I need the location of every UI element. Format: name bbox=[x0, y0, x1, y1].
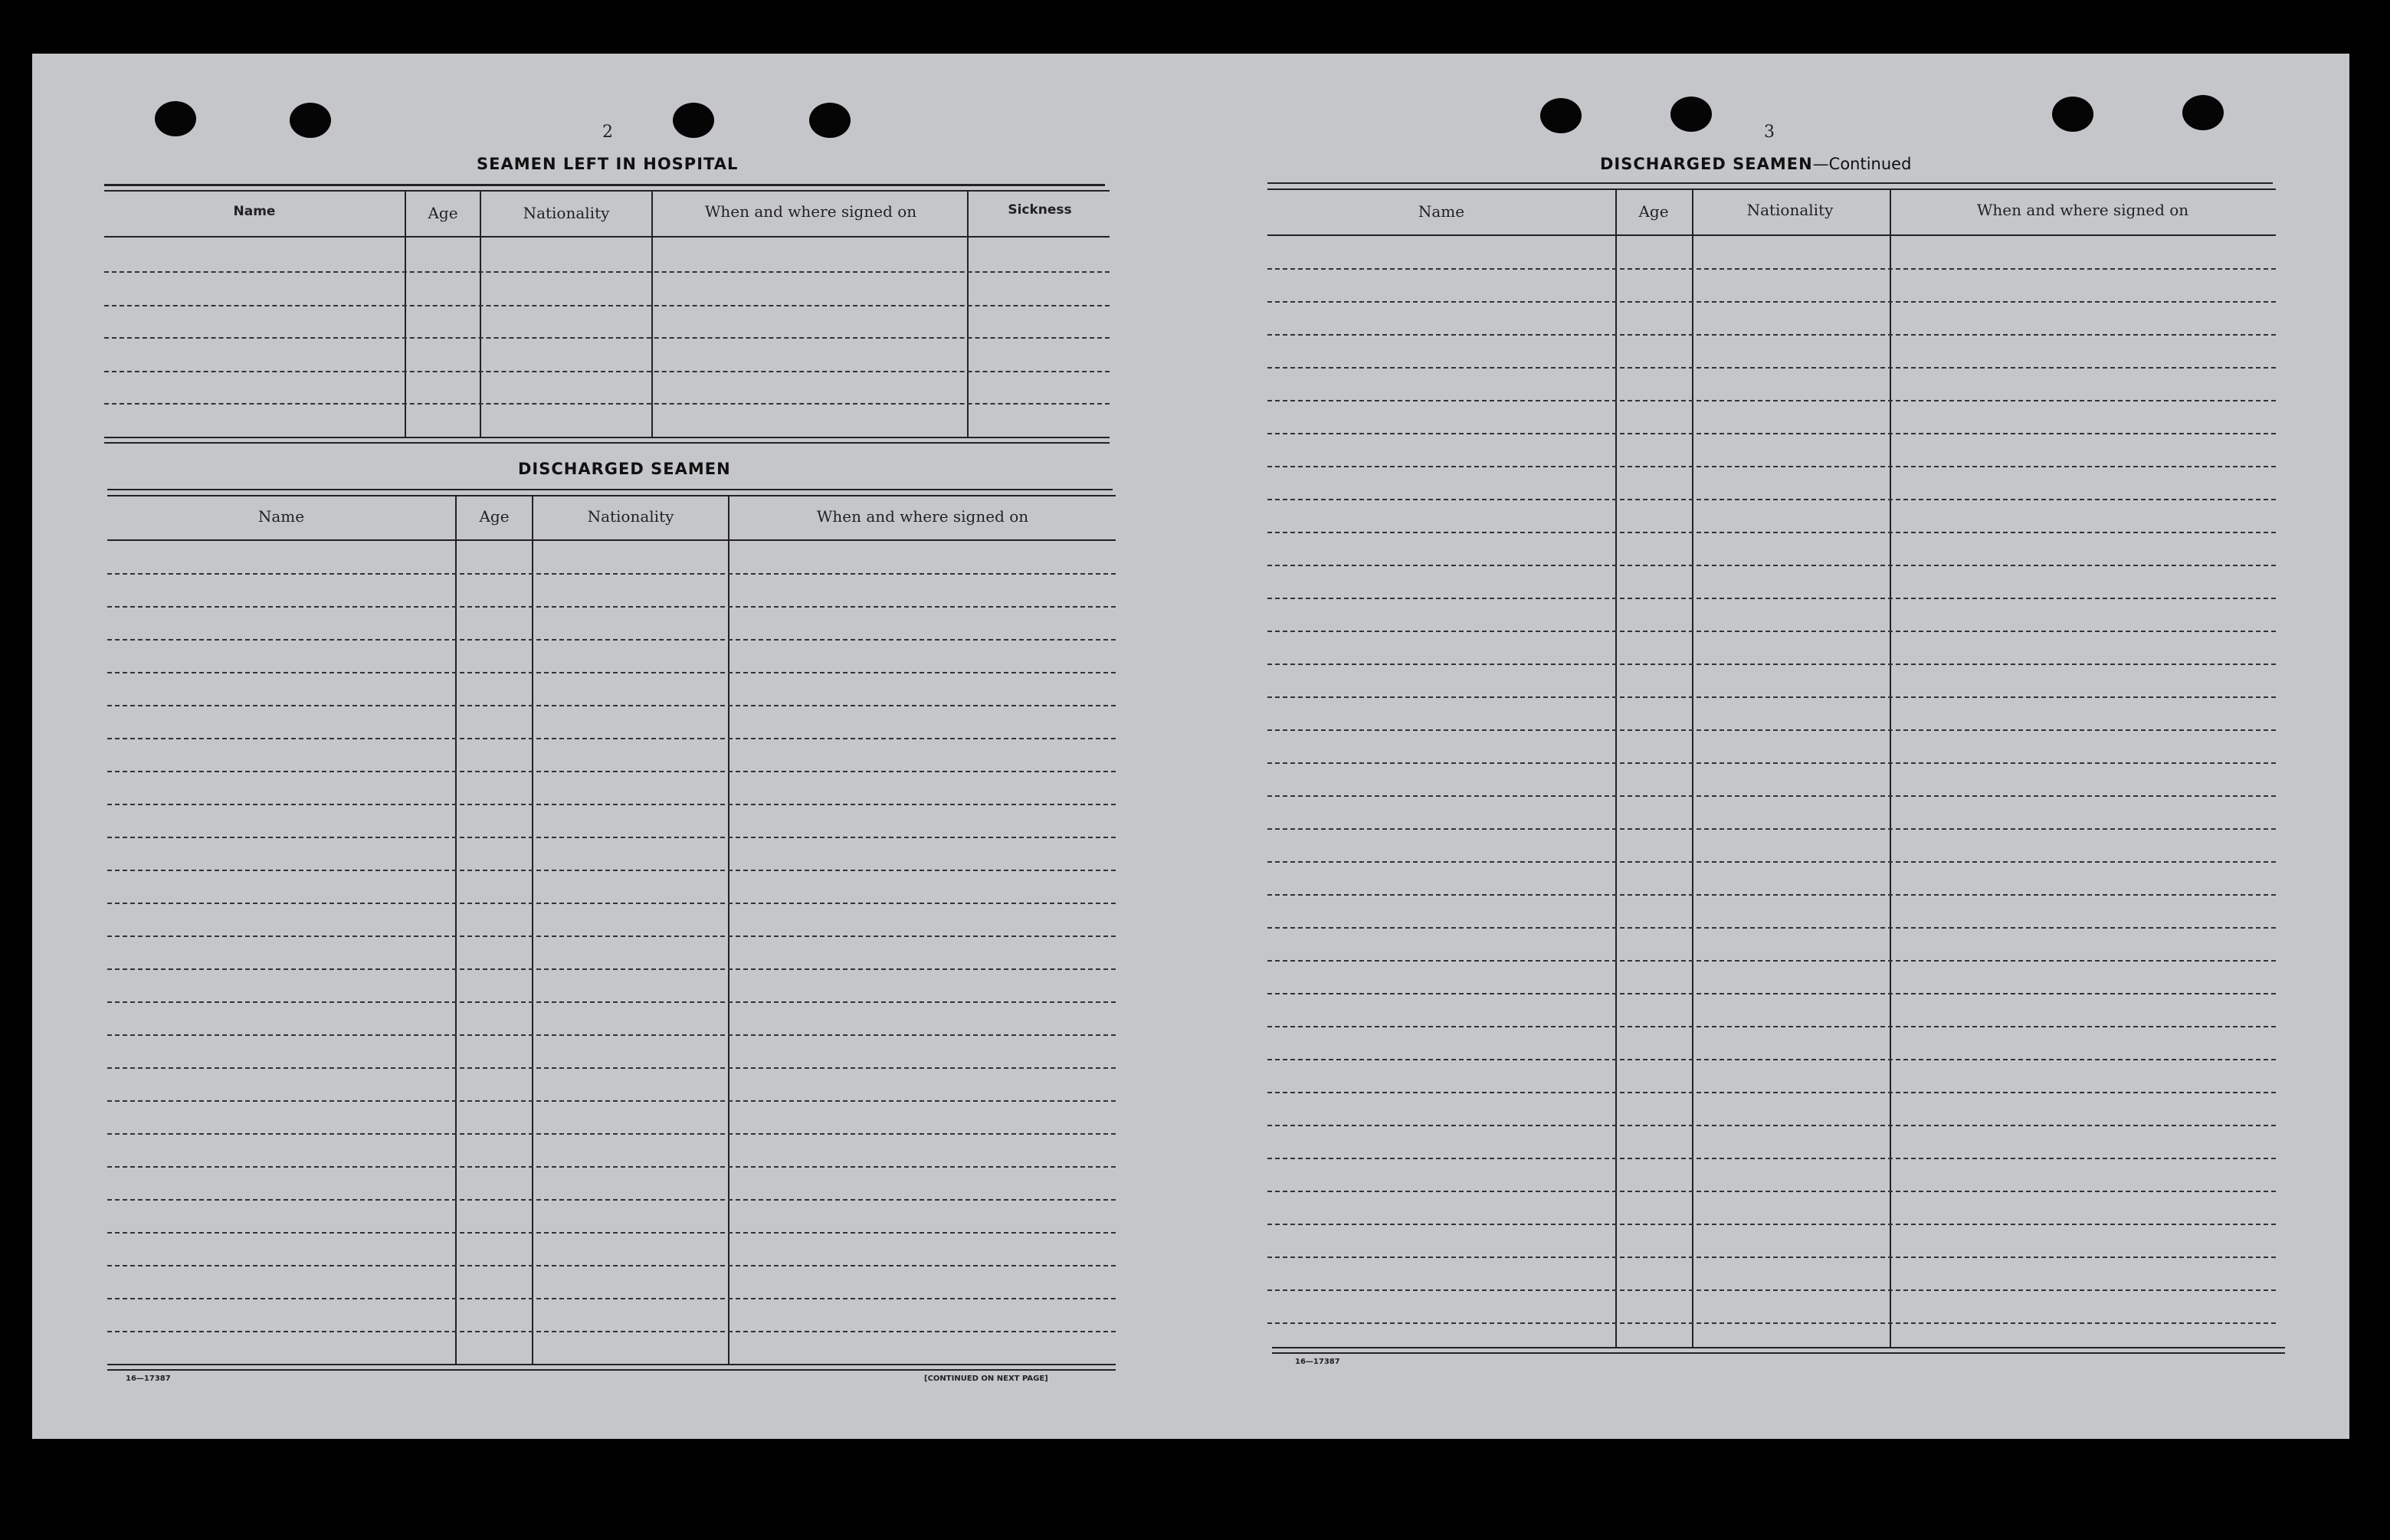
entry-line bbox=[107, 705, 1116, 706]
entry-line bbox=[1267, 729, 2276, 731]
entry-line bbox=[107, 573, 1116, 575]
entry-line bbox=[1267, 1059, 2276, 1060]
entry-line bbox=[1267, 927, 2276, 929]
entry-line bbox=[1267, 1289, 2276, 1291]
column-header-sickness: Sickness bbox=[1008, 202, 1072, 218]
entry-line bbox=[1267, 795, 2276, 797]
entry-line bbox=[1267, 268, 2276, 270]
entry-line bbox=[107, 1331, 1116, 1332]
right-table-top-rule bbox=[1267, 188, 2276, 190]
punch-hole bbox=[290, 103, 331, 138]
column-header-name: Name bbox=[257, 507, 305, 526]
entry-line bbox=[1267, 894, 2276, 896]
column-divider bbox=[1692, 188, 1693, 1348]
entry-line bbox=[1267, 1322, 2276, 1324]
column-header-nationality: Nationality bbox=[1746, 201, 1834, 219]
column-divider bbox=[1615, 188, 1617, 1348]
entry-line bbox=[1267, 367, 2276, 369]
entry-line bbox=[1267, 301, 2276, 303]
column-divider bbox=[1890, 188, 1891, 1348]
column-header-signed-on: When and where signed on bbox=[704, 202, 917, 221]
entry-line bbox=[104, 271, 1110, 273]
entry-line bbox=[104, 337, 1110, 339]
entry-line bbox=[107, 1166, 1116, 1168]
punch-hole bbox=[673, 103, 714, 138]
discharged-continued-title bbox=[1600, 155, 1911, 173]
entry-line bbox=[107, 837, 1116, 838]
entry-line bbox=[1267, 664, 2276, 665]
discharged-continued-title-suffix: —Continued bbox=[1812, 155, 1912, 173]
column-header-signed-on: When and where signed on bbox=[1976, 201, 2189, 219]
entry-line bbox=[1267, 433, 2276, 434]
entry-line bbox=[1267, 499, 2276, 500]
punch-hole bbox=[2052, 97, 2093, 132]
entry-line bbox=[1267, 1257, 2276, 1258]
entry-line bbox=[104, 403, 1110, 405]
form-number-right: 16—17387 bbox=[1295, 1358, 1340, 1366]
punch-hole bbox=[155, 101, 196, 136]
punch-hole bbox=[809, 103, 851, 138]
entry-line bbox=[107, 738, 1116, 739]
entry-line bbox=[107, 1067, 1116, 1069]
entry-line bbox=[107, 606, 1116, 608]
entry-line bbox=[1267, 993, 2276, 994]
entry-line bbox=[1267, 696, 2276, 698]
hospital-table-bottom-rule bbox=[104, 442, 1110, 444]
entry-line bbox=[1267, 532, 2276, 533]
entry-line bbox=[1267, 1224, 2276, 1225]
column-header-name: Name bbox=[233, 204, 276, 219]
entry-line bbox=[107, 870, 1116, 871]
right-header-bottom-rule bbox=[1267, 234, 2276, 236]
entry-line bbox=[1267, 1026, 2276, 1027]
column-header-name: Name bbox=[1418, 202, 1465, 221]
column-header-nationality: Nationality bbox=[523, 204, 610, 222]
entry-line bbox=[1267, 598, 2276, 599]
form-number-left: 16—17387 bbox=[126, 1375, 171, 1383]
form-sheet bbox=[32, 54, 2349, 1439]
entry-line bbox=[1267, 960, 2276, 962]
punch-hole bbox=[2182, 95, 2224, 130]
discharged-header-bottom-rule bbox=[107, 539, 1116, 541]
entry-line bbox=[107, 1001, 1116, 1003]
entry-line bbox=[107, 935, 1116, 937]
discharged-section-title: DISCHARGED SEAMEN bbox=[518, 460, 731, 478]
punch-hole bbox=[1540, 98, 1582, 133]
column-header-age: Age bbox=[428, 204, 458, 222]
hospital-header-bottom-rule bbox=[104, 236, 1110, 238]
hospital-table-top-rule bbox=[104, 184, 1105, 186]
right-table-bottom-rule bbox=[1272, 1347, 2285, 1348]
column-divider bbox=[405, 190, 406, 437]
entry-line bbox=[1267, 1191, 2276, 1192]
punch-hole bbox=[1670, 97, 1712, 132]
entry-line bbox=[1267, 1125, 2276, 1126]
entry-line bbox=[1267, 828, 2276, 830]
entry-line bbox=[107, 1100, 1116, 1102]
entry-line bbox=[1267, 334, 2276, 336]
column-divider bbox=[480, 190, 481, 437]
entry-line bbox=[107, 1199, 1116, 1201]
column-header-nationality: Nationality bbox=[587, 507, 674, 526]
column-divider bbox=[967, 190, 969, 437]
column-divider bbox=[651, 190, 653, 437]
hospital-section-title: SEAMEN LEFT IN HOSPITAL bbox=[477, 155, 739, 173]
discharged-table-bottom-rule bbox=[107, 1364, 1116, 1365]
entry-line bbox=[104, 305, 1110, 306]
entry-line bbox=[107, 1265, 1116, 1266]
entry-line bbox=[107, 639, 1116, 641]
discharged-table-top-rule bbox=[107, 489, 1113, 490]
hospital-table-bottom-rule bbox=[104, 437, 1110, 438]
entry-line bbox=[1267, 1092, 2276, 1093]
entry-line bbox=[107, 672, 1116, 673]
entry-line bbox=[107, 1133, 1116, 1135]
entry-line bbox=[107, 903, 1116, 904]
entry-line bbox=[1267, 631, 2276, 632]
hospital-table-top-rule bbox=[104, 190, 1110, 192]
entry-line bbox=[107, 771, 1116, 772]
page-number-right: 3 bbox=[1764, 123, 1775, 142]
column-header-signed-on: When and where signed on bbox=[816, 507, 1029, 526]
column-header-age: Age bbox=[479, 507, 510, 526]
entry-line bbox=[107, 1034, 1116, 1036]
entry-line bbox=[107, 1298, 1116, 1299]
entry-line bbox=[1267, 861, 2276, 863]
discharged-continued-title-main: DISCHARGED SEAMEN bbox=[1600, 155, 1813, 173]
entry-line bbox=[1267, 762, 2276, 764]
continued-note: [CONTINUED ON NEXT PAGE] bbox=[924, 1375, 1048, 1383]
right-table-top-rule bbox=[1267, 182, 2273, 184]
discharged-table-top-rule bbox=[107, 495, 1116, 496]
entry-line bbox=[1267, 565, 2276, 566]
entry-line bbox=[1267, 400, 2276, 401]
entry-line bbox=[1267, 1158, 2276, 1159]
entry-line bbox=[1267, 466, 2276, 467]
entry-line bbox=[107, 968, 1116, 970]
right-table-bottom-rule bbox=[1272, 1352, 2285, 1354]
page-number-left: 2 bbox=[602, 123, 613, 142]
discharged-table-bottom-rule bbox=[107, 1369, 1116, 1371]
entry-line bbox=[107, 1232, 1116, 1234]
entry-line bbox=[107, 804, 1116, 805]
entry-line bbox=[104, 371, 1110, 372]
column-header-age: Age bbox=[1638, 202, 1669, 221]
